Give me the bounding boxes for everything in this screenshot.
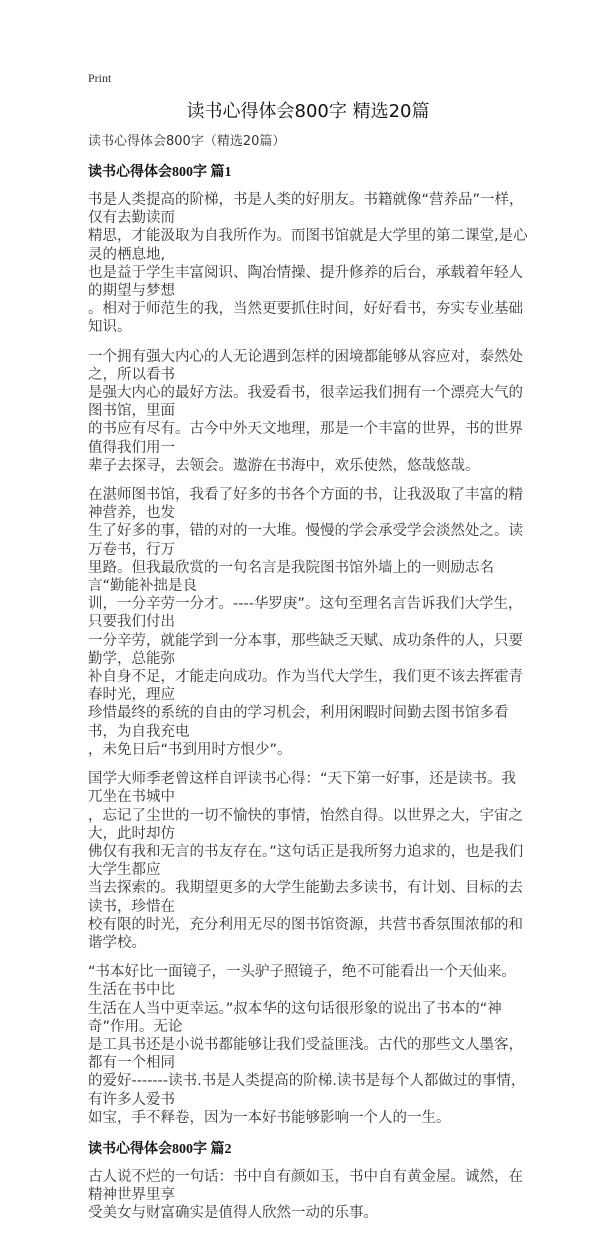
text-line: 在湛师图书馆，我看了好多的书各个方面的书，让我汲取了丰富的精神营养，也发: [88, 487, 523, 522]
text-line: 一分辛劳，就能学到一分本事，那些缺乏天赋、成功条件的人，只要勤学，总能弥: [88, 632, 523, 667]
text-line: ，忘记了尘世的一切不愉快的事情，怡然自得。以世界之大，宇宙之大，此时却仿: [88, 807, 523, 842]
text-line: “书本好比一面镜子，一头驴子照镜子，绝不可能看出一个天仙来。生活在书中比: [88, 964, 517, 999]
text-line: 受美女与财富确实是值得人欣然一动的乐事。: [88, 1205, 378, 1222]
text-line: 的书应有尽有。古今中外天文地理，那是一个丰富的世界，书的世界值得我们用一: [88, 421, 523, 456]
text-line: 生活在人当中更幸运。”叔本华的这句话很形象的说出了书本的“神奇”作用。无论: [88, 1000, 502, 1035]
page-title: 读书心得体会800字 精选20篇: [186, 101, 430, 122]
text-line: 当去探索的。我期望更多的大学生能勤去多读书，有计划、目标的去读书，珍惜在: [88, 880, 523, 915]
paragraph: [88, 963, 528, 1127]
text-line: 生了好多的事，错的对的一大堆。慢慢的学会承受学会淡然处之。读万卷书，行万: [88, 523, 523, 558]
text-line: 国学大师季老曾这样自评读书心得：“天下第一好事，还是读书。我兀坐在书城中: [88, 771, 517, 806]
paragraph: [88, 191, 528, 337]
text-line: 辈子去探寻，去领会。遨游在书海中，欢乐使然，悠哉悠哉。: [88, 457, 480, 474]
text-line: 精思，才能汲取为自我所作为。而图书馆就是大学里的第二课堂,是心灵的栖息地,: [88, 228, 528, 263]
paragraph: [88, 770, 528, 952]
text-line: 。相对于师范生的我，当然更要抓住时间，好好看书，夯实专业基础知识。: [88, 301, 523, 336]
text-line: 是工具书还是小说书都能够让我们受益匪浅。古代的那些文人墨客，都有一个相同: [88, 1036, 523, 1072]
text-line: 训，一分辛劳一分才。----华罗庚”。这句至理名言告诉我们大学生，只要我们付出: [88, 596, 523, 631]
text-line: 书是人类提高的阶梯，书是人类的好朋友。书籍就像“营养品”一样，仅有去勤读而: [88, 192, 524, 227]
text-line: 珍惜最终的系统的自由的学习机会，利用闲暇时间勤去图书馆多看书，为自我充电: [88, 705, 509, 740]
text-line: 补自身不足，才能走向成功。作为当代大学生，我们更不该去挥霍青春时光，理应: [88, 669, 523, 704]
text-line: 是强大内心的最好方法。我爱看书，很幸运我们拥有一个漂亮大气的图书馆，里面: [88, 385, 523, 420]
text-line: 校有限的时光，充分利用无尽的图书馆资源，共营书香氛围浓郁的和谐学校。: [88, 916, 523, 951]
text-line: 也是益于学生丰富阅识、陶冶情操、提升修养的后台，承载着年轻人的期望与梦想: [88, 264, 523, 300]
document-body: [88, 130, 528, 1234]
section-heading: 读书心得体会800字 篇2: [88, 1141, 232, 1157]
paragraph: [88, 348, 528, 475]
section-heading: 读书心得体会800字 篇1: [88, 165, 232, 180]
subtitle: 读书心得体会800字（精选20篇）: [88, 134, 286, 149]
text-line: 如宝，手不释卷，因为一本好书能够影响一个人的一生。: [88, 1109, 451, 1126]
text-line: 一个拥有强大内心的人无论遇到怎样的困境都能够从容应对，泰然处之，所以看书: [88, 348, 523, 383]
paragraph: [88, 486, 528, 759]
text-line: 佛仅有我和无言的书友存在。”这句话正是我所努力追求的，也是我们大学生都应: [88, 843, 524, 879]
print-link[interactable]: Print: [88, 71, 112, 85]
text-line: 里路。但我最欣赏的一句名言是我院图书馆外墙上的一则励志名言“勤能补拙是良: [88, 559, 494, 595]
paragraph: [88, 1168, 528, 1223]
text-line: 古人说不烂的一句话：书中自有颜如玉，书中自有黄金屋。诚然，在精神世界里享: [88, 1168, 523, 1204]
text-line: ，未免日后“书到用时方恨少”。: [88, 741, 292, 758]
text-line: 的爱好-------读书.书是人类提高的阶梯.读书是每个人都做过的事情，有许多人爱书: [88, 1073, 526, 1108]
